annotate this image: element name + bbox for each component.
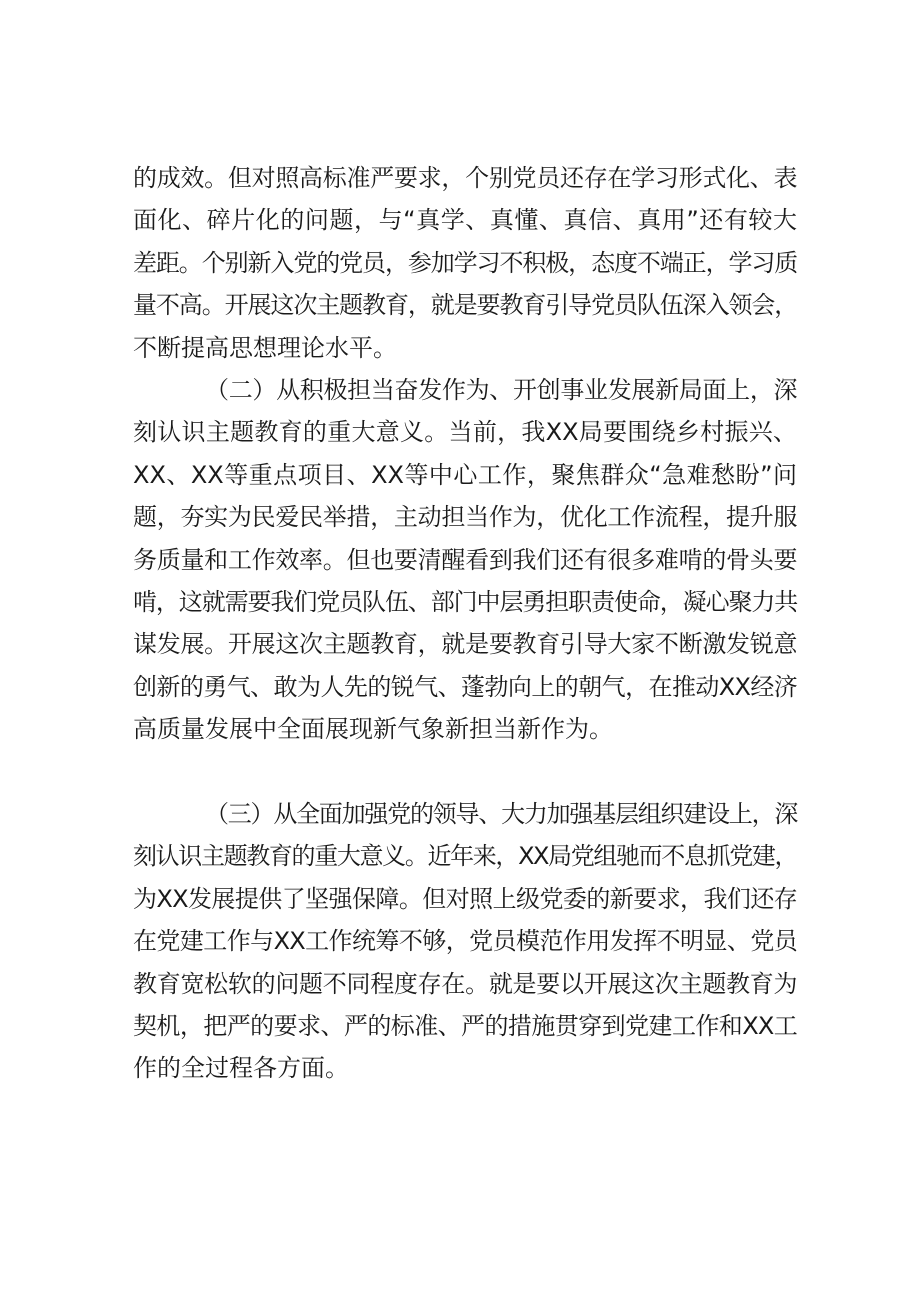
- paragraph-line: 差距。个别新入党的党员，参加学习不积极，态度不端正，学习质: [133, 248, 797, 277]
- paragraph-line: 在党建工作与XX工作统筹不够，党员模范作用发挥不明显、党员: [133, 927, 797, 956]
- paragraph-line: 谋发展。开展这次主题教育，就是要教育引导大家不断激发锐意: [133, 630, 797, 659]
- paragraph-line: 契机，把严的要求、严的标准、严的措施贯穿到党建工作和XX工: [133, 1011, 797, 1040]
- paragraph-line: 刻认识主题教育的重大意义。当前，我XX局要围绕乡村振兴、: [133, 418, 797, 447]
- paragraph-1: [133, 157, 797, 369]
- paragraph-line: 啃，这就需要我们党员队伍、部门中层勇担职责使命，凝心聚力共: [133, 587, 797, 616]
- paragraph-line: 务质量和工作效率。但也要清醒看到我们还有很多难啃的骨头要: [133, 545, 797, 574]
- paragraph-line: 刻认识主题教育的重大意义。近年来，XX局党组驰而不息抓党建，: [133, 842, 797, 871]
- paragraph-line: 高质量发展中全面展现新气象新担当新作为。: [133, 715, 613, 744]
- paragraph-line: （三）从全面加强党的领导、大力加强基层组织建设上，深: [205, 800, 797, 828]
- paragraph-line: 作的全过程各方面。: [133, 1054, 349, 1083]
- paragraph-line: （二）从积极担当奋发作为、开创事业发展新局面上，深: [205, 376, 797, 404]
- paragraph-line: 量不高。开展这次主题教育，就是要教育引导党员队伍深入领会，: [133, 291, 797, 320]
- paragraph-line: XX、XX等重点项目、XX等中心工作，聚焦群众“急难愁盼”问: [133, 460, 797, 489]
- paragraph-line: 为XX发展提供了坚强保障。但对照上级党委的新要求，我们还存: [133, 884, 797, 913]
- paragraph-2: [133, 369, 797, 751]
- paragraph-line: 教育宽松软的问题不同程度存在。就是要以开展这次主题教育为: [133, 969, 797, 998]
- paragraph-line: 面化、碎片化的问题，与“真学、真懂、真信、真用”还有较大: [133, 206, 797, 235]
- paragraph-line: 的成效。但对照高标准严要求，个别党员还存在学习形式化、表: [133, 164, 797, 192]
- paragraph-3: [133, 793, 797, 1090]
- paragraph-line: 题，夯实为民爱民举措，主动担当作为，优化工作流程，提升服: [133, 503, 797, 532]
- paragraph-line: 创新的勇气、敢为人先的锐气、蓬勃向上的朝气，在推动XX经济: [133, 672, 797, 701]
- paragraph-line: 不断提高思想理论水平。: [133, 333, 397, 362]
